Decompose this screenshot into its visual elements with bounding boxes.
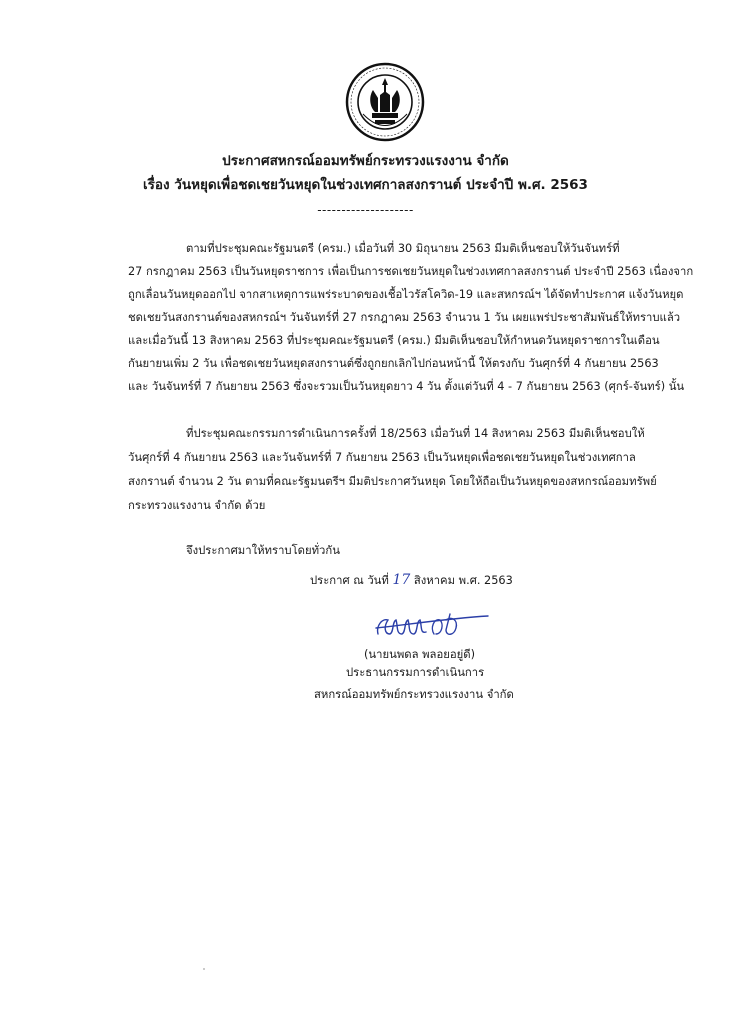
date-suffix: สิงหาคม พ.ศ. 2563 xyxy=(413,574,513,587)
announcement-date xyxy=(310,572,513,589)
paragraph-line: สงกรานต์ จำนวน 2 วัน ตามที่คณะรัฐมนตรีฯ มีมติประกาศวันหยุด โดยให้ถือเป็นวันหยุดของสหกรณ์ออมทรัพย์ xyxy=(128,475,657,488)
cooperative-seal-logo xyxy=(345,62,425,142)
paragraph-line: กระทรวงแรงงาน จำกัด ด้วย xyxy=(128,499,266,512)
paragraph-line: และเมื่อวันนี้ 13 สิงหาคม 2563 ที่ประชุมคณะรัฐมนตรี (ครม.) มีมติเห็นชอบให้กำหนดวันหยุดราชการในเดือน xyxy=(128,334,660,347)
handwritten-day: 17 xyxy=(392,572,411,588)
announcement-subject: เรื่อง วันหยุดเพื่อชดเชยวันหยุดในช่วงเทศกาลสงกรานต์ ประจำปี พ.ศ. 2563 xyxy=(143,177,588,193)
handwritten-signature xyxy=(372,606,492,644)
closing-statement: จึงประกาศมาให้ทราบโดยทั่วกัน xyxy=(186,544,340,557)
paragraph-line: กันยายนเพิ่ม 2 วัน เพื่อชดเชยวันหยุดสงกรานต์ซึ่งถูกยกเลิกไปก่อนหน้านี้ ให้ตรงกับ วันศุกร์ที่ 4 กันยายน 2563 xyxy=(128,357,659,370)
paragraph-line: ตามที่ประชุมคณะรัฐมนตรี (ครม.) เมื่อวันที่ 30 มิถุนายน 2563 มีมติเห็นชอบให้วันจันทร์ที่ xyxy=(186,242,620,255)
announcement-title: ประกาศสหกรณ์ออมทรัพย์กระทรวงแรงงาน จำกัด xyxy=(222,153,509,169)
paragraph-line: ถูกเลื่อนวันหยุดออกไป จากสาเหตุการแพร่ระบาดของเชื้อไวรัสโควิด-19 และสหกรณ์ฯ ได้จัดทำประกาศ แจ้งวันหยุด xyxy=(128,288,684,301)
paragraph-line: ที่ประชุมคณะกรรมการดำเนินการครั้งที่ 18/2563 เมื่อวันที่ 14 สิงหาคม 2563 มีมติเห็นชอบให้ xyxy=(186,427,645,440)
signer-organization: สหกรณ์ออมทรัพย์กระทรวงแรงงาน จำกัด xyxy=(314,688,514,701)
signer-name: (นายนพดล พลอยอยู่ดี) xyxy=(364,648,476,661)
signer-position: ประธานกรรมการดำเนินการ xyxy=(346,666,485,679)
paragraph-line: และ วันจันทร์ที่ 7 กันยายน 2563 ซึ่งจะรวมเป็นวันหยุดยาว 4 วัน ตั้งแต่วันที่ 4 - 7 กันยายน 2563 (ศุกร์-จันทร์) นั้น xyxy=(128,380,685,393)
title-separator: -------------------- xyxy=(317,203,414,217)
paragraph-line: ชดเชยวันสงกรานต์ของสหกรณ์ฯ วันจันทร์ที่ 27 กรกฎาคม 2563 จำนวน 1 วัน เผยแพร่ประชาสัมพันธ์ให้ทราบแล้ว xyxy=(128,311,681,324)
scan-speck xyxy=(203,968,205,970)
date-prefix: ประกาศ ณ วันที่ xyxy=(310,574,389,587)
paragraph-line: 27 กรกฎาคม 2563 เป็นวันหยุดราชการ เพื่อเป็นการชดเชยวันหยุดในช่วงเทศกาลสงกรานต์ ประจำปี 2563 เนื่องจาก xyxy=(128,265,694,278)
paragraph-line: วันศุกร์ที่ 4 กันยายน 2563 และวันจันทร์ที่ 7 กันยายน 2563 เป็นวันหยุดเพื่อชดเชยวันหยุดในช่วงเทศกาล xyxy=(128,451,636,464)
